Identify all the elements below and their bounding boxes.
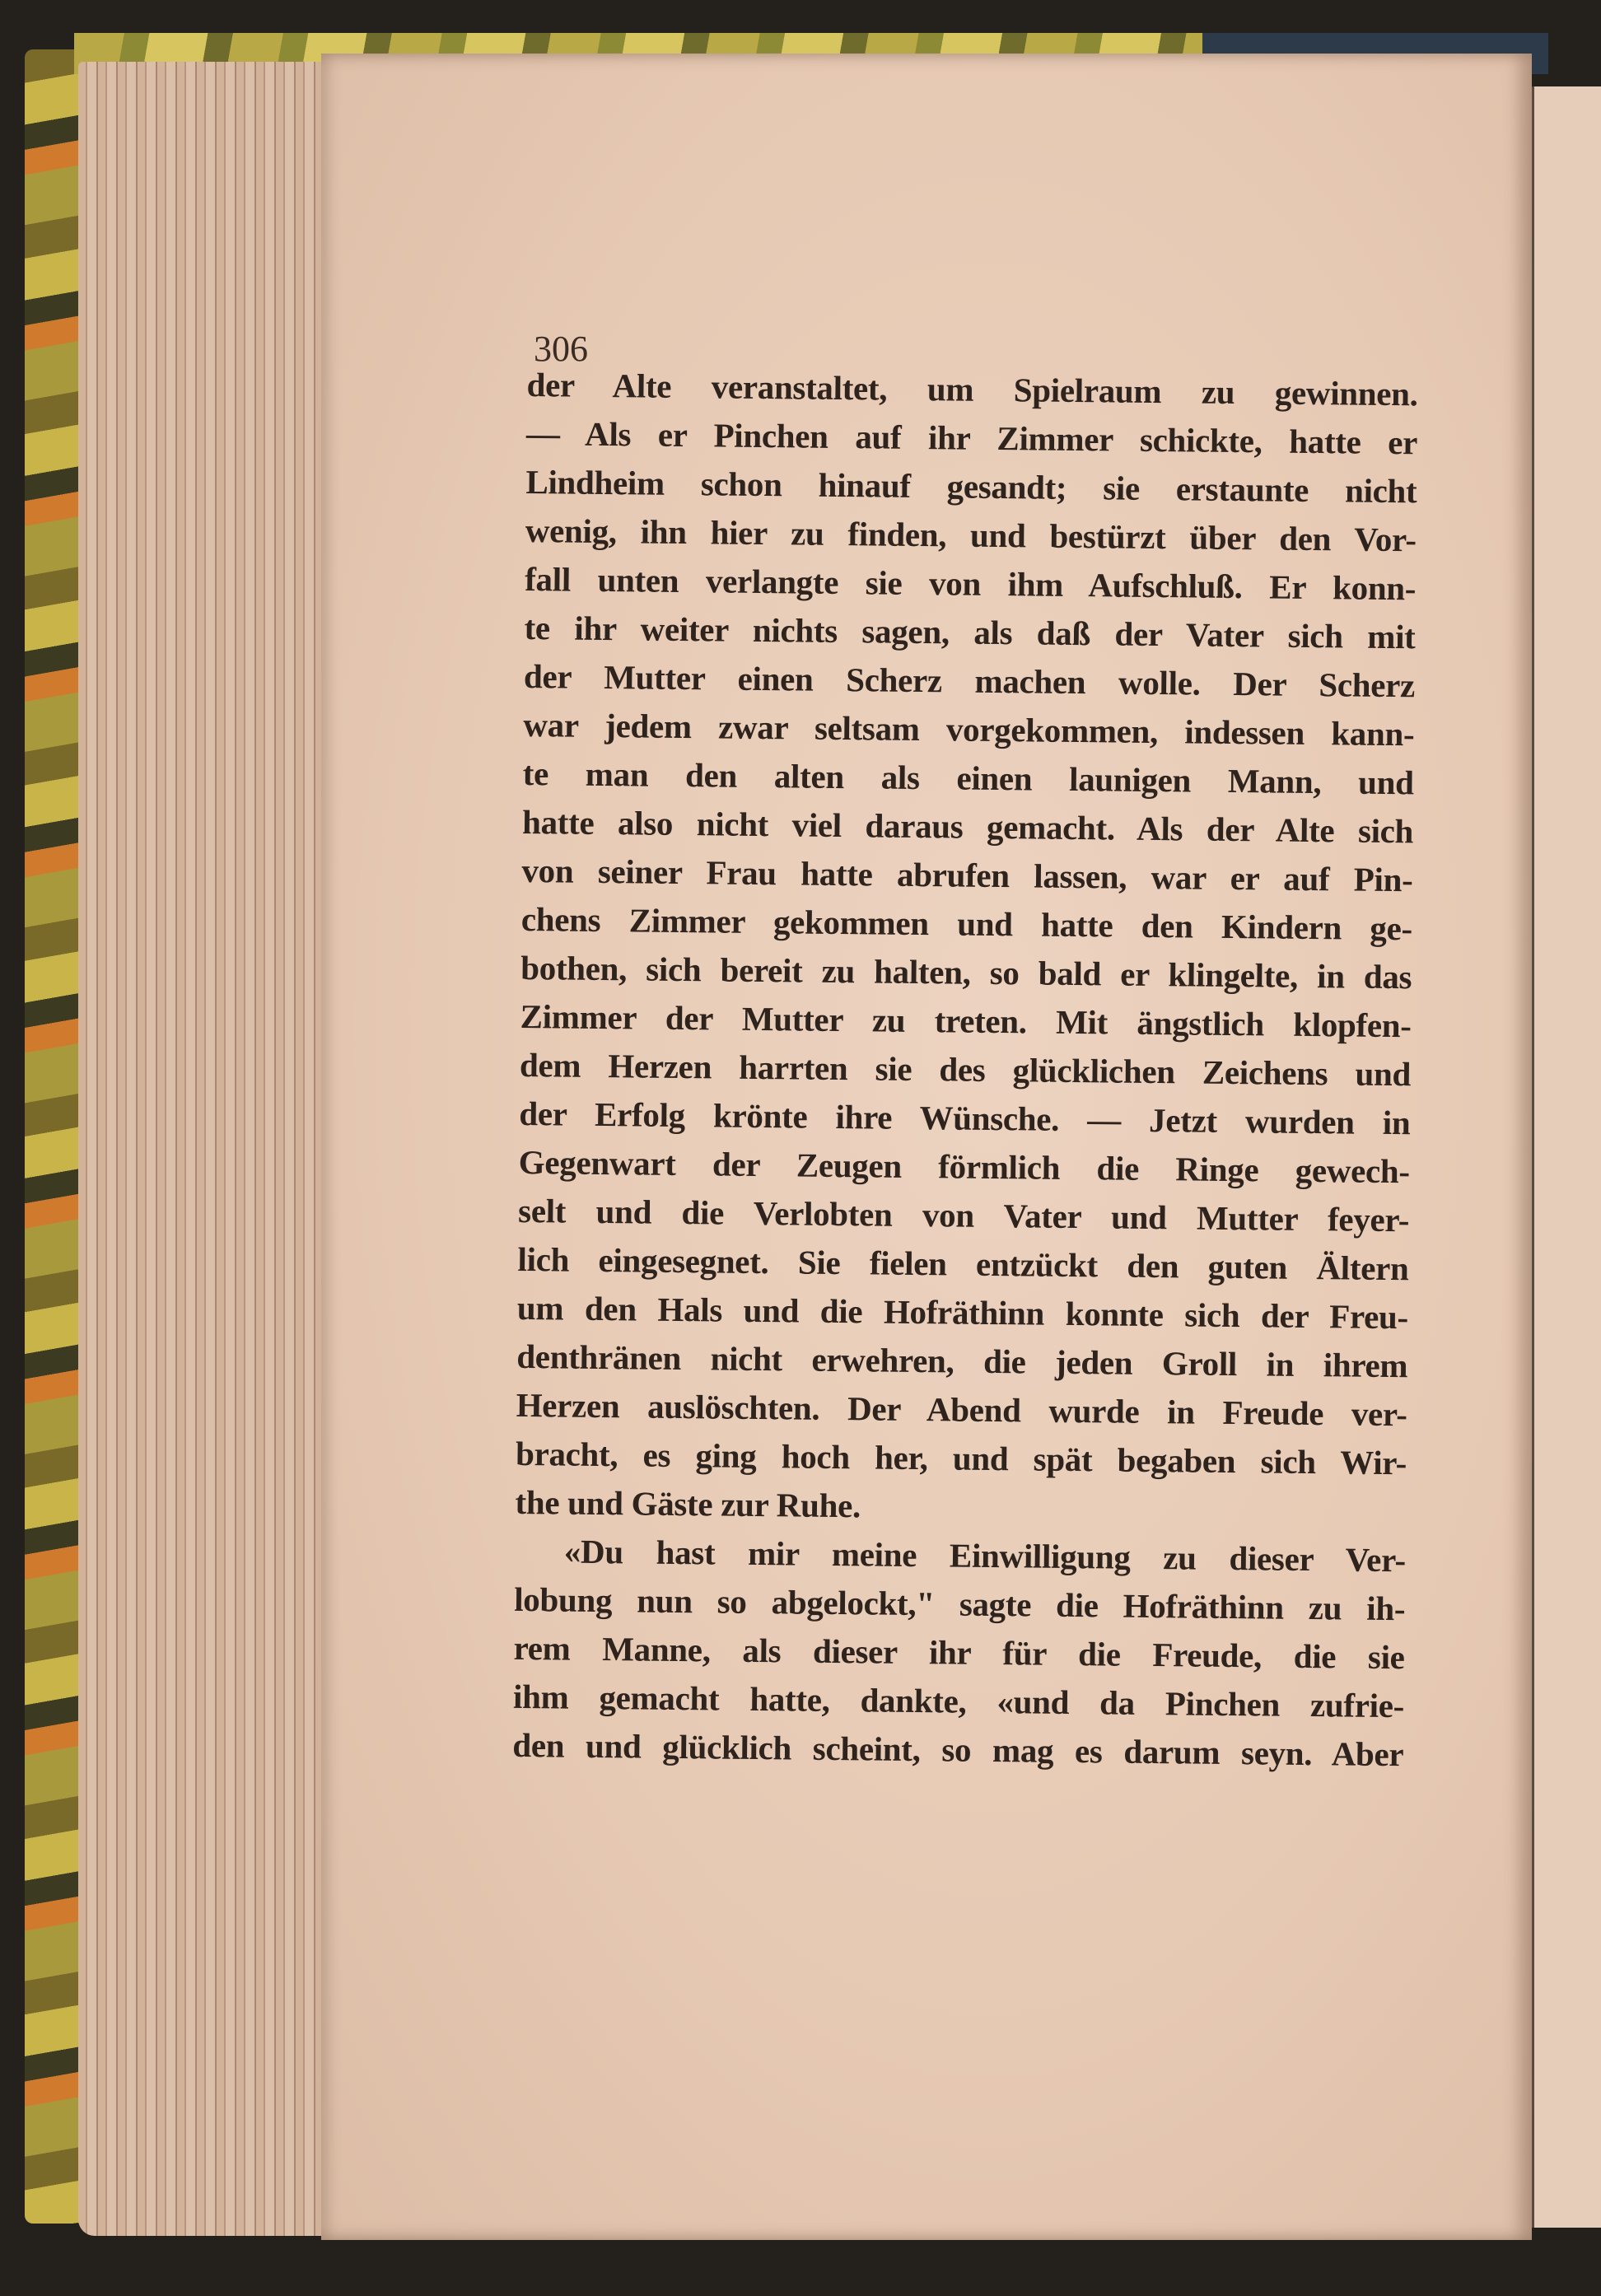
text-line: selt und die Verlobten von Vater und Mutter feyer- [517,1191,1410,1239]
text-line: dem Herzen harrten sie des glücklichen Zeichens und [519,1045,1412,1094]
page-number: 306 [534,329,588,369]
text-line: chens Zimmer gekommen und hatte den Kindern ge- [520,899,1413,948]
text-line: der Mutter einen Scherz machen wolle. Der Scherz [523,656,1416,705]
text-line: hatte also nicht viel daraus gemacht. Als der Alte sich [521,802,1414,851]
text-line: bracht, es ging hoch her, und spät begaben sich Wir- [515,1434,1407,1482]
text-line: war jedem zwar seltsam vorgekommen, indessen kann- [523,705,1415,754]
text-line: um den Hals und die Hofräthinn konnte sich der Freu- [516,1288,1409,1337]
text-line: the und Gäste zur Ruhe. [515,1482,861,1525]
text-line: Herzen auslöschten. Der Abend wurde in Freude ver- [516,1385,1407,1434]
text-line: te ihr weiter nichts sagen, als daß der Vater sich mit [524,608,1416,656]
body-text [512,361,1418,1779]
text-line: wenig, ihn hier zu finden, und bestürzt über den Vor- [525,511,1417,559]
facing-page-edge [1532,86,1601,2228]
text-line: te man den alten als einen launigen Mann, und [522,754,1414,802]
text-line: der Alte veranstaltet, um Spielraum zu gewinnen. [526,365,1418,413]
text-line: bothen, sich bereit zu halten, so bald er klingelte, in das [520,948,1412,996]
text-line: Gegenwart der Zeugen förmlich die Ringe gewech- [518,1142,1410,1191]
text-line: denthränen nicht erwehren, die jeden Groll in ihrem [516,1337,1408,1385]
text-line: lobung nun so abgelockt," sagte die Hofräthinn zu ih- [514,1580,1406,1628]
text-line: fall unten verlangte sie von ihm Aufschluß. Er konn- [524,559,1417,608]
text-line: rem Manne, als dieser ihr für die Freude, die sie [513,1628,1405,1677]
text-line: Lindheim schon hinauf gesandt; sie erstaunte nicht [525,462,1417,511]
text-line: den und glücklich scheint, so mag es darum seyn. Aber [512,1725,1404,1774]
text-line: — Als er Pinchen auf ihr Zimmer schickte, hatte er [525,413,1418,462]
text-line: ihm gemacht hatte, dankte, «und da Pinchen zufrie- [512,1677,1405,1725]
text-line: der Erfolg krönte ihre Wünsche. — Jetzt wurden in [519,1094,1411,1142]
text-line: lich eingesegnet. Sie fielen entzückt den guten Ältern [517,1239,1409,1288]
text-line: «Du hast mir meine Einwilligung zu dieser Ver- [563,1532,1407,1580]
text-line: Zimmer der Mutter zu treten. Mit ängstlich klopfen- [520,996,1412,1045]
text-line: von seiner Frau hatte abrufen lassen, war er auf Pin- [521,851,1413,899]
page-stack-edges [78,62,334,2236]
